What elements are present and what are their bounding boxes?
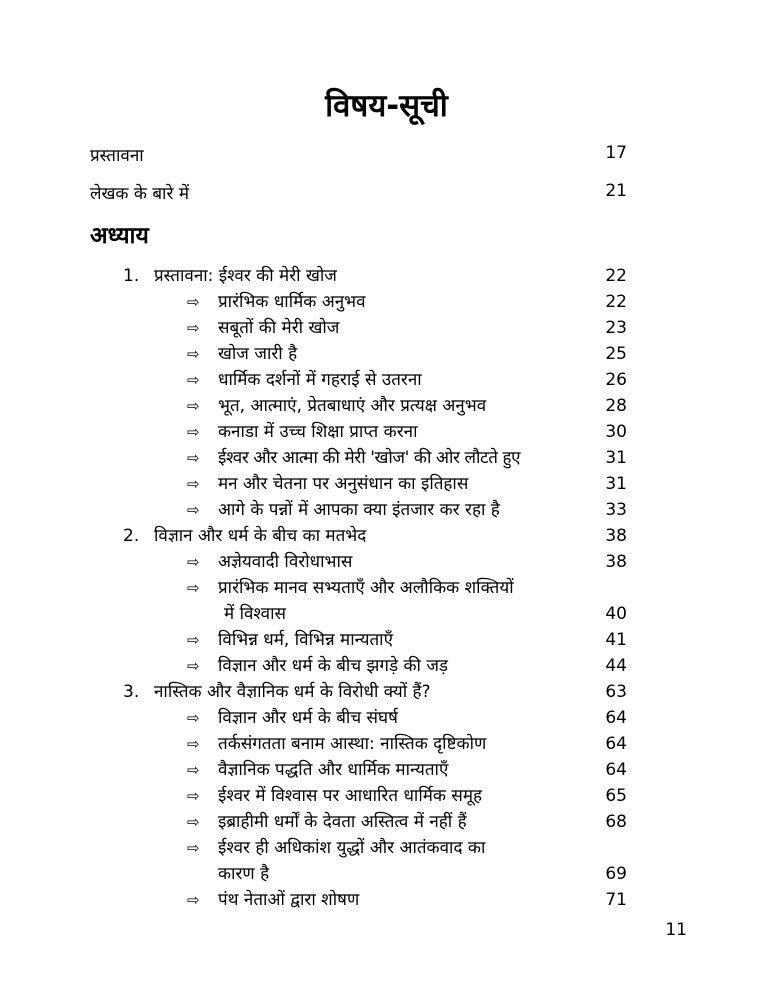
page-number: 11 — [665, 920, 687, 940]
chapter-page: 38 — [605, 526, 627, 546]
arrow-icon: ⇨ — [187, 735, 200, 753]
toc-item-title: विज्ञान और धर्म के बीच संघर्ष — [218, 708, 398, 728]
toc-item — [0, 393, 773, 419]
arrow-icon: ⇨ — [187, 657, 200, 675]
toc-item-page: 69 — [605, 864, 627, 884]
page-title: विषय-सूची — [325, 88, 448, 124]
toc-item-page: 31 — [605, 474, 627, 494]
toc-item-page: 64 — [605, 760, 627, 780]
toc-item-page: 30 — [605, 422, 627, 442]
toc-item-title: इब्राहीमी धर्मों के देवता अस्तित्व में नहीं हैं — [218, 812, 467, 832]
front-matter-label: प्रस्तावना — [90, 146, 144, 166]
arrow-icon: ⇨ — [187, 319, 200, 337]
toc-item-title: प्रारंभिक मानव सभ्यताएँ और अलौकिक शक्तियों — [218, 578, 514, 598]
toc-item-title: ईश्वर ही अधिकांश युद्धों और आतंकवाद का — [218, 838, 486, 858]
toc-item-page: 40 — [605, 604, 627, 624]
toc-item — [0, 289, 773, 315]
toc-item — [0, 367, 773, 393]
chapter-row — [0, 523, 773, 549]
toc-item — [0, 731, 773, 757]
toc-item-page: 64 — [605, 734, 627, 754]
toc-item-title: धार्मिक दर्शनों में गहराई से उतरना — [218, 370, 422, 390]
arrow-icon: ⇨ — [187, 501, 200, 519]
toc-item-page: 31 — [605, 448, 627, 468]
arrow-icon: ⇨ — [187, 553, 200, 571]
toc-item-page: 23 — [605, 318, 627, 338]
arrow-icon: ⇨ — [187, 709, 200, 727]
toc-item — [0, 445, 773, 471]
toc-item — [0, 705, 773, 731]
toc-item-page: 33 — [605, 500, 627, 520]
arrow-icon: ⇨ — [187, 345, 200, 363]
arrow-icon: ⇨ — [187, 475, 200, 493]
toc-item — [0, 757, 773, 783]
toc-item-title: वैज्ञानिक पद्धति और धार्मिक मान्यताएँ — [218, 760, 449, 780]
toc-item — [0, 419, 773, 445]
front-matter-page: 17 — [605, 143, 627, 163]
chapter-page: 22 — [605, 266, 627, 286]
toc-item-title: तर्कसंगतता बनाम आस्था: नास्तिक दृष्टिकोण — [218, 734, 487, 754]
toc-item-title-continuation: कारण है — [218, 864, 270, 884]
chapter-number: 3. — [123, 682, 140, 702]
arrow-icon: ⇨ — [187, 839, 200, 857]
toc-item-page: 44 — [605, 656, 627, 676]
toc-item-title: पंथ नेताओं द्वारा शोषण — [218, 890, 360, 910]
toc-item-continuation — [0, 861, 773, 887]
chapter-row — [0, 679, 773, 705]
chapter-row — [0, 263, 773, 289]
toc-item — [0, 653, 773, 679]
arrow-icon: ⇨ — [187, 371, 200, 389]
toc-item — [0, 549, 773, 575]
toc-item-page: 38 — [605, 552, 627, 572]
arrow-icon: ⇨ — [187, 761, 200, 779]
arrow-icon: ⇨ — [187, 813, 200, 831]
chapter-title: विज्ञान और धर्म के बीच का मतभेद — [154, 526, 367, 546]
toc-item-page: 22 — [605, 292, 627, 312]
arrow-icon: ⇨ — [187, 449, 200, 467]
toc-item — [0, 341, 773, 367]
arrow-icon: ⇨ — [187, 579, 200, 597]
toc-item-page: 71 — [605, 890, 627, 910]
toc-item-title: ईश्वर और आत्मा की मेरी 'खोज' की ओर लौटते हुए — [218, 448, 521, 468]
arrow-icon: ⇨ — [187, 423, 200, 441]
toc-item — [0, 497, 773, 523]
toc-item-continuation — [0, 601, 773, 627]
toc-item — [0, 809, 773, 835]
arrow-icon: ⇨ — [187, 293, 200, 311]
chapter-title: नास्तिक और वैज्ञानिक धर्म के विरोधी क्यों हैं? — [154, 682, 431, 702]
arrow-icon: ⇨ — [187, 631, 200, 649]
toc-item-page: 64 — [605, 708, 627, 728]
toc-item — [0, 471, 773, 497]
toc-item-title: खोज जारी है — [218, 344, 298, 364]
toc-item-title-continuation: में विश्वास — [224, 604, 286, 624]
toc-item-title: विभिन्न धर्म, विभिन्न मान्यताएँ — [218, 630, 393, 650]
chapter-title: प्रस्तावना: ईश्वर की मेरी खोज — [154, 266, 337, 286]
toc-item — [0, 835, 773, 861]
toc-item-title: मन और चेतना पर अनुसंधान का इतिहास — [218, 474, 469, 494]
toc-item-page: 41 — [605, 630, 627, 650]
toc-item-page: 25 — [605, 344, 627, 364]
toc-item — [0, 887, 773, 913]
toc-item-page: 65 — [605, 786, 627, 806]
toc-item-title: कनाडा में उच्च शिक्षा प्राप्त करना — [218, 422, 418, 442]
front-matter-page: 21 — [605, 181, 627, 201]
chapter-number: 1. — [123, 266, 140, 286]
toc-item-page: 28 — [605, 396, 627, 416]
toc-item-page: 26 — [605, 370, 627, 390]
toc-item-page: 68 — [605, 812, 627, 832]
toc-item-title: सबूतों की मेरी खोज — [218, 318, 340, 338]
front-matter-label: लेखक के बारे में — [90, 184, 189, 204]
section-heading: अध्याय — [90, 223, 149, 249]
toc-item-title: विज्ञान और धर्म के बीच झगड़े की जड़ — [218, 656, 449, 676]
toc-item — [0, 575, 773, 601]
arrow-icon: ⇨ — [187, 787, 200, 805]
toc-item — [0, 627, 773, 653]
toc-item-title: अज्ञेयवादी विरोधाभास — [218, 552, 353, 572]
toc-item — [0, 315, 773, 341]
toc-item-title: प्रारंभिक धार्मिक अनुभव — [218, 292, 366, 312]
arrow-icon: ⇨ — [187, 891, 200, 909]
toc-item — [0, 783, 773, 809]
chapter-number: 2. — [123, 526, 140, 546]
toc-item-title: भूत, आत्माएं, प्रेतबाधाएं और प्रत्यक्ष अनुभव — [218, 396, 487, 416]
chapter-page: 63 — [605, 682, 627, 702]
arrow-icon: ⇨ — [187, 397, 200, 415]
toc-item-title: ईश्वर में विश्वास पर आधारित धार्मिक समूह — [218, 786, 483, 806]
toc-item-title: आगे के पन्नों में आपका क्या इंतजार कर रहा है — [218, 500, 500, 520]
